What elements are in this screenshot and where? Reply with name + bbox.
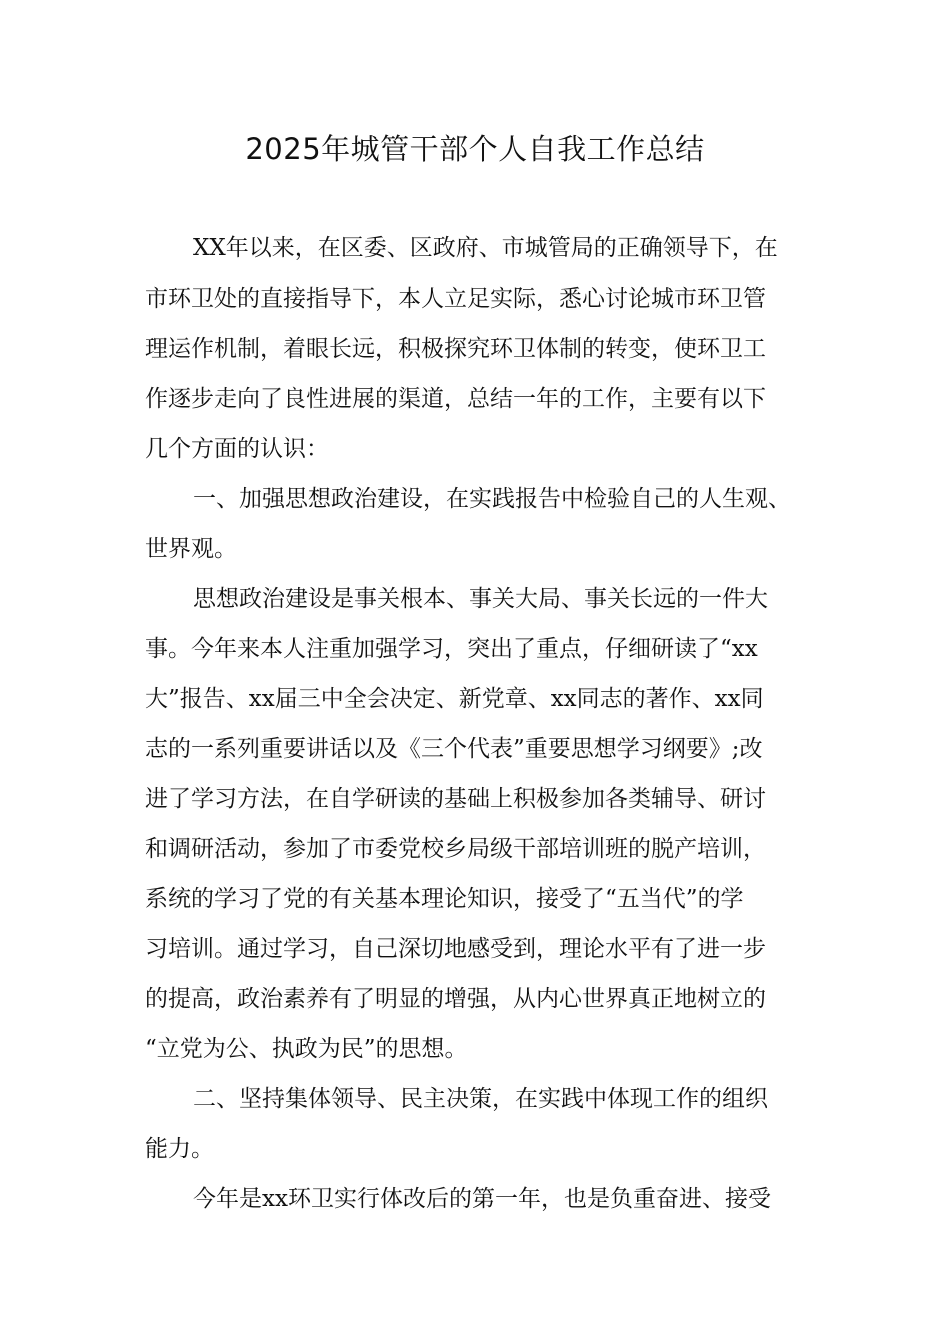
paragraph-line: 几个方面的认识： (145, 436, 329, 462)
paragraph-line: 理运作机制，着眼长远，积极探究环卫体制的转变，使环卫工 (145, 336, 766, 362)
paragraph-line: 今年是xx环卫实行体改后的第一年，也是负重奋进、接受 (193, 1186, 771, 1212)
paragraph-line: 思想政治建设是事关根本、事关大局、事关长远的一件大 (193, 586, 768, 612)
section-heading-line: 世界观。 (145, 536, 237, 562)
paragraph-line: XX年以来，在区委、区政府、市城管局的正确领导下，在 (193, 235, 778, 261)
paragraph-line: 和调研活动，参加了市委党校乡局级干部培训班的脱产培训， (145, 836, 766, 862)
paragraph-line: 系统的学习了党的有关基本理论知识，接受了“五当代”的学 (145, 886, 744, 912)
paragraph-line: 的提高，政治素养有了明显的增强，从内心世界真正地树立的 (145, 986, 766, 1012)
paragraph-line: 进了学习方法，在自学研读的基础上积极参加各类辅导、研讨 (145, 786, 766, 812)
section-heading-line: 能力。 (145, 1136, 214, 1162)
paragraph-line: 作逐步走向了良性进展的渠道，总结一年的工作，主要有以下 (145, 386, 766, 412)
section-heading-line: 一、加强思想政治建设，在实践报告中检验自己的人生观、 (193, 486, 791, 512)
paragraph-line: 市环卫处的直接指导下，本人立足实际，悉心讨论城市环卫管 (145, 286, 766, 312)
paragraph-line: 志的一系列重要讲话以及《三个代表”重要思想学习纲要》;改 (145, 736, 763, 762)
paragraph-line: 事。今年来本人注重加强学习，突出了重点，仔细研读了“xx (145, 636, 758, 662)
section-heading-line: 二、坚持集体领导、民主决策，在实践中体现工作的组织 (193, 1086, 768, 1112)
paragraph-line: “立党为公、执政为民”的思想。 (145, 1036, 468, 1062)
paragraph-line: 大”报告、xx届三中全会决定、新党章、xx同志的著作、xx同 (145, 686, 764, 712)
document-title: 2025年城管干部个人自我工作总结 (245, 132, 705, 166)
paragraph-line: 习培训。通过学习，自己深切地感受到，理论水平有了进一步 (145, 936, 766, 962)
